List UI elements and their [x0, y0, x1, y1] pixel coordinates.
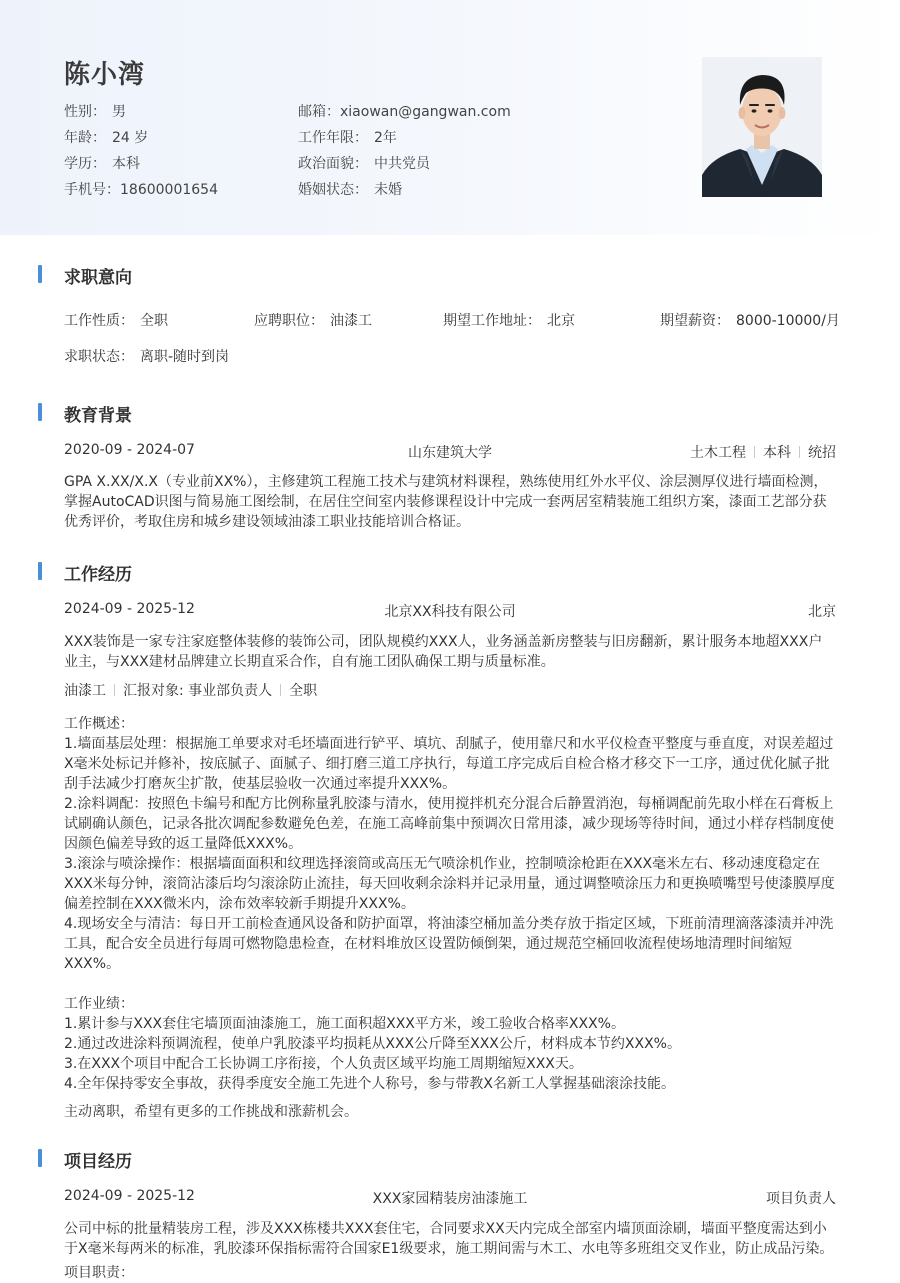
years-label: 工作年限：	[298, 130, 368, 146]
overview-item: 4.现场安全与清洁：每日开工前检查通风设备和防护面罩，将油漆空桶加盖分类存放于指定区域，下班前清理滴落漆渍并冲洗工具，配合安全员进行每周可燃物隐患检查，在材料堆放区设置防倾倒架，通过规范空桶回收流程使场地清理时间缩短XXX%。	[64, 916, 834, 972]
section-marker	[38, 265, 42, 283]
overview-item: 2.涂料调配：按照色卡编号和配方比例称量乳胶漆与清水，使用搅拌机充分混合后静置消泡，每桶调配前先取小样在石膏板上试刷确认颜色，记录各批次调配参数避免色差，在施工高峰前集中预调次日常用漆，减少现场等待时间，通过小样存档制度使因颜色偏差导致的返工量降低XXX%。	[64, 796, 834, 852]
gender-row	[64, 101, 126, 121]
marital-value: 未婚	[374, 182, 402, 198]
politics-label: 政治面貌：	[298, 156, 368, 172]
intent-salary	[660, 310, 840, 330]
gender-label: 性别：	[64, 104, 106, 120]
intent-position	[254, 310, 372, 330]
project-role: 项目负责人	[766, 1191, 836, 1207]
intent-type	[64, 310, 168, 330]
achievement-item: 4.全年保持零安全事故，获得季度安全施工先进个人称号，参与带教X名新工人掌握基础滚涂技能。	[64, 1076, 675, 1092]
age-value: 24 岁	[112, 130, 149, 146]
email-value: xiaowan@gangwan.com	[340, 104, 511, 120]
education-school: 山东建筑大学	[408, 445, 492, 461]
company-description: XXX装饰是一家专注家庭整体装修的装饰公司，团队规模约XXX人，业务涵盖新房整装与旧房翻新，累计服务本地超XXX户业主，与XXX建材品牌建立长期直采合作，自有施工团队确保工期与质量标准。	[64, 634, 823, 670]
section-marker	[38, 1149, 42, 1167]
age-row	[64, 127, 148, 147]
project-description: 公司中标的批量精装房工程，涉及XXX栋楼共XXX套住宅，合同要求XX天内完成全部室内墙顶面涂刷，墙面平整度需达到小于X毫米每两米的标准，乳胶漆环保指标需符合国家E1级要求，施工期间需与木工、水电等多班组交叉作业，防止成品污染。	[64, 1221, 834, 1257]
project-duty-title: 项目职责：	[64, 1265, 134, 1281]
email-label: 邮箱：	[298, 104, 340, 120]
education-row	[64, 153, 140, 173]
intent-salary-value: 8000-10000/月	[736, 313, 840, 329]
intent-location-label: 期望工作地址：	[443, 313, 541, 329]
achievement-item: 3.在XXX个项目中配合工长协调工序衔接，个人负责区域平均施工周期缩短XXX天。	[64, 1056, 583, 1072]
intent-section-title: 求职意向	[64, 268, 132, 288]
education-degree: 本科	[763, 445, 791, 461]
profile-photo	[702, 57, 822, 197]
intent-status	[64, 346, 229, 366]
intent-status-label: 求职状态：	[64, 349, 134, 365]
education-section-title: 教育背景	[64, 406, 132, 426]
education-meta	[690, 442, 836, 462]
project-section-title: 项目经历	[64, 1152, 132, 1172]
email-row	[298, 101, 511, 121]
phone-label: 手机号：	[64, 182, 120, 198]
intent-type-label: 工作性质：	[64, 313, 134, 329]
candidate-name: 陈小湾	[64, 60, 146, 90]
intent-type-value: 全职	[140, 313, 168, 329]
gender-value: 男	[112, 104, 126, 120]
phone-row	[64, 179, 218, 199]
overview-title: 工作概述：	[64, 716, 134, 732]
spacer	[64, 974, 836, 994]
work-company: 北京XX科技有限公司	[384, 604, 516, 620]
work-jobtype: 全职	[289, 683, 318, 699]
age-label: 年龄：	[64, 130, 106, 146]
leave-reason: 主动离职，希望有更多的工作挑战和涨薪机会。	[64, 1104, 358, 1120]
overview-item: 3.滚涂与喷涂操作：根据墙面面积和纹理选择滚筒或高压无气喷涂机作业，控制喷涂枪距在XXX毫米左右、移动速度稳定在XXX米每分钟，滚筒沾漆后均匀滚涂防止流挂，每天回收剩余涂料并记录用量，通过调整喷涂压力和更换喷嘴型号使漆膜厚度偏差控制在XXX微米内，涂布效率较新手期提升XXX%。	[64, 856, 835, 912]
intent-position-label: 应聘职位：	[254, 313, 324, 329]
work-role-line	[64, 680, 836, 700]
project-date: 2024-09 - 2025-12	[64, 1188, 195, 1204]
section-marker	[38, 562, 42, 580]
education-mode: 统招	[808, 445, 836, 461]
work-report: 汇报对象: 事业部负责人	[123, 683, 273, 699]
divider	[754, 446, 755, 458]
divider	[280, 684, 281, 696]
intent-location	[443, 310, 575, 330]
divider	[799, 446, 800, 458]
education-major: 土木工程	[690, 445, 746, 461]
achievement-title: 工作业绩：	[64, 996, 134, 1012]
education-entry-header	[64, 442, 836, 462]
work-role: 油漆工	[64, 683, 106, 699]
years-row	[298, 127, 397, 147]
intent-salary-label: 期望薪资：	[660, 313, 730, 329]
education-label: 学历：	[64, 156, 106, 172]
divider	[114, 684, 115, 696]
project-entry-header	[64, 1188, 836, 1208]
intent-status-value: 离职-随时到岗	[140, 349, 230, 365]
work-entry-header	[64, 601, 836, 621]
overview-item: 1.墙面基层处理：根据施工单要求对毛坯墙面进行铲平、填坑、刮腻子，使用靠尺和水平仪检查平整度与垂直度，对误差超过X毫米处标记并修补，按底腻子、面腻子、细打磨三道工序执行，每道工序完成后自检合格才移交下一工序，通过优化腻子批刮手法减少打磨灰尘扩散，使基层验收一次通过率提升XXX%。	[64, 736, 834, 792]
intent-location-value: 北京	[547, 313, 575, 329]
marital-row	[298, 179, 402, 199]
years-value: 2年	[374, 130, 397, 146]
resume-header	[0, 0, 900, 235]
education-date: 2020-09 - 2024-07	[64, 442, 195, 458]
phone-value: 18600001654	[120, 182, 218, 198]
achievement-item: 2.通过改进涂料预调流程，使单户乳胶漆平均损耗从XXX公斤降至XXX公斤，材料成本节约XXX%。	[64, 1036, 681, 1052]
marital-label: 婚姻状态：	[298, 182, 368, 198]
spacer	[64, 1094, 836, 1102]
intent-position-value: 油漆工	[330, 313, 372, 329]
education-description: GPA X.XX/X.X（专业前XX%），主修建筑工程施工技术与建筑材料课程，熟练使用红外水平仪、涂层测厚仪进行墙面检测，掌握AutoCAD识图与简易施工图绘制，在居住空间室内装修课程设计中完成一套两居室精装施工组织方案，漆面工艺部分获优秀评价，考取住房和城乡建设领域油漆工职业技能培训合格证。	[64, 474, 828, 530]
work-date: 2024-09 - 2025-12	[64, 601, 195, 617]
work-city: 北京	[808, 604, 836, 620]
section-marker	[38, 403, 42, 421]
politics-value: 中共党员	[374, 156, 430, 172]
education-value: 本科	[112, 156, 140, 172]
work-details	[64, 714, 836, 1122]
project-name: XXX家园精装房油漆施工	[372, 1191, 528, 1207]
person-avatar-icon	[702, 57, 822, 197]
work-section-title: 工作经历	[64, 565, 132, 585]
achievement-item: 1.累计参与XXX套住宅墙顶面油漆施工，施工面积超XXX平方米，竣工验收合格率XXX%。	[64, 1016, 625, 1032]
politics-row	[298, 153, 430, 173]
